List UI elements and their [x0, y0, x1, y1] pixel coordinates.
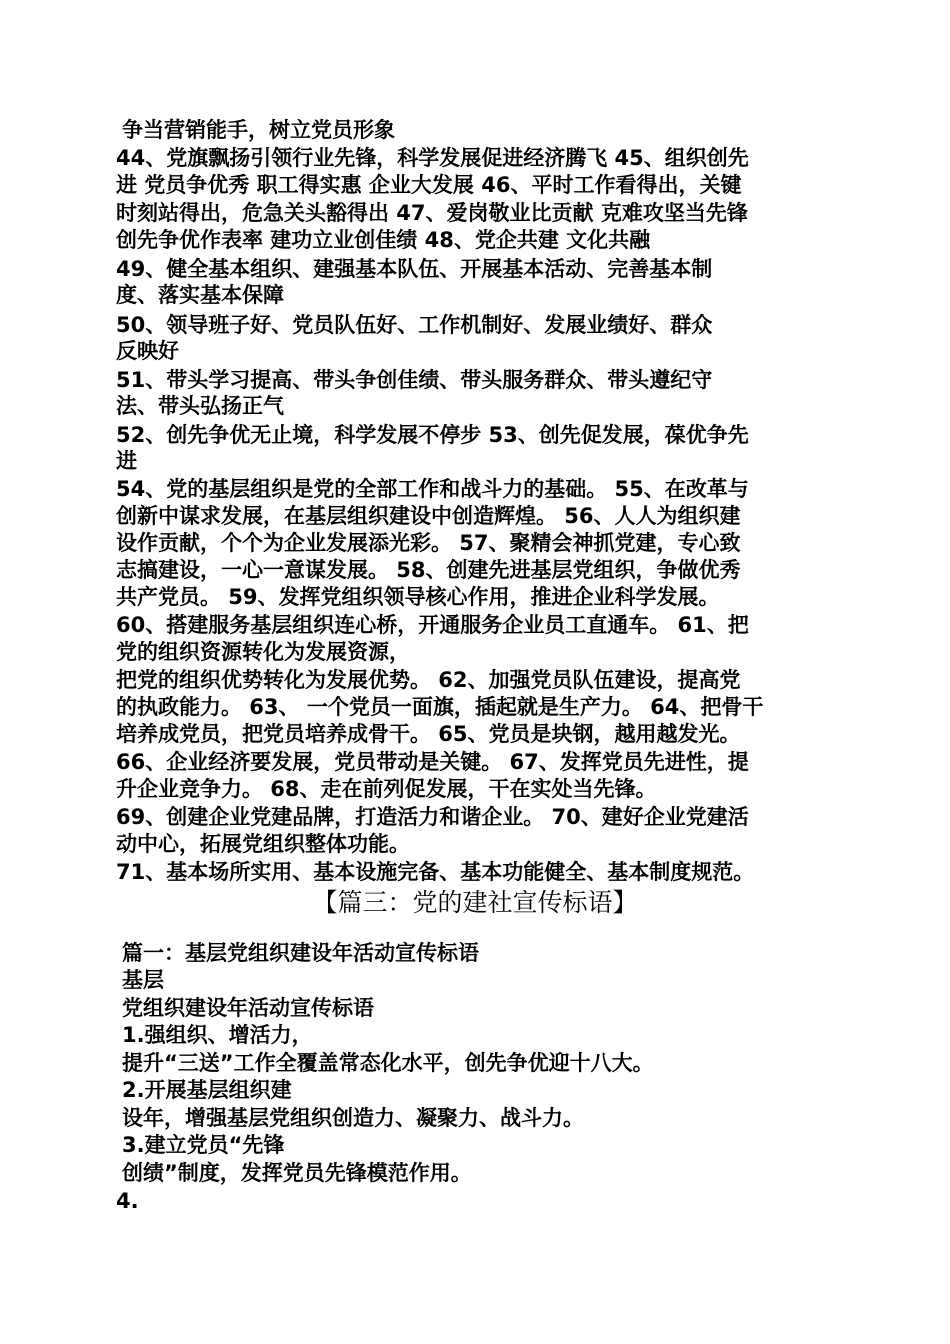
text-line: 培养成党员，把党员培养成骨干。 65、党员是块钢，越用越发光。: [116, 722, 741, 746]
text-line: 2.开展基层组织建: [122, 1078, 292, 1102]
text-line: 50、领导班子好、党员队伍好、工作机制好、发展业绩好、群众: [116, 313, 713, 337]
text-line: 动中心，拓展党组织整体功能。: [116, 832, 410, 856]
text-line: 共产党员。 59、发挥党组织领导核心作用，推进企业科学发展。: [116, 585, 720, 609]
text-line: 把党的组织优势转化为发展优势。 62、加强党员队伍建设，提高党: [116, 668, 741, 692]
text-line: 党组织建设年活动宣传标语: [122, 996, 374, 1020]
text-line: 志搞建设，一心一意谋发展。 58、创建先进基层党组织，争做优秀: [116, 558, 741, 582]
text-line: 提升“三送”工作全覆盖常态化水平，创先争优迎十八大。: [122, 1051, 654, 1075]
text-line: 争当营销能手，树立党员形象: [122, 118, 395, 142]
text-line: 设年，增强基层党组织创造力、凝聚力、战斗力。: [122, 1106, 584, 1130]
text-line: 71、基本场所实用、基本设施完备、基本功能健全、基本制度规范。: [116, 860, 755, 884]
text-line: 党的组织资源转化为发展资源，: [116, 640, 410, 664]
text-line: 创先争优作表率 建功立业创佳绩 48、党企共建 文化共融: [116, 228, 651, 252]
text-line: 创绩”制度，发挥党员先锋模范作用。: [122, 1161, 472, 1185]
text-line: 1.强组织、增活力，: [122, 1023, 313, 1047]
section-heading: 【篇三：党的建社宣传标语】: [312, 888, 638, 917]
text-line: 进: [116, 449, 137, 473]
text-line: 3.建立党员“先锋: [122, 1133, 285, 1157]
text-line: 法、带头弘扬正气: [116, 394, 284, 418]
text-line: 度、落实基本保障: [116, 283, 284, 307]
text-line: 时刻站得出，危急关头豁得出 47、爱岗敬业比贡献 克难攻坚当先锋: [116, 201, 748, 225]
text-line: 4.: [116, 1189, 139, 1213]
text-line: 创新中谋求发展，在基层组织建设中创造辉煌。 56、人人为组织建: [116, 504, 741, 528]
text-line: 52、创先争优无止境，科学发展不停步 53、创先促发展，葆优争先: [116, 423, 749, 447]
text-line: 设作贡献，个个为企业发展添光彩。 57、聚精会神抓党建，专心致: [116, 531, 741, 555]
text-line: 基层: [122, 968, 164, 992]
text-line: 44、党旗飘扬引领行业先锋，科学发展促进经济腾飞 45、组织创先: [116, 146, 749, 170]
text-line: 的执政能力。 63、 一个党员一面旗，插起就是生产力。 64、把骨干: [116, 695, 764, 719]
text-line: 54、党的基层组织是党的全部工作和战斗力的基础。 55、在改革与: [116, 477, 749, 501]
text-line: 69、创建企业党建品牌，打造活力和谐企业。 70、建好企业党建活: [116, 805, 749, 829]
text-line: 51、带头学习提高、带头争创佳绩、带头服务群众、带头遵纪守: [116, 368, 713, 392]
text-line: 反映好: [116, 339, 179, 363]
text-line: 进 党员争优秀 职工得实惠 企业大发展 46、平时工作看得出，关键: [116, 173, 742, 197]
text-line: 49、健全基本组织、建强基本队伍、开展基本活动、完善基本制: [116, 257, 713, 281]
text-line: 篇一：基层党组织建设年活动宣传标语: [122, 941, 479, 965]
text-line: 60、搭建服务基层组织连心桥，开通服务企业员工直通车。 61、把: [116, 613, 749, 637]
text-line: 升企业竞争力。 68、走在前列促发展，干在实处当先锋。: [116, 777, 657, 801]
text-line: 66、企业经济要发展，党员带动是关键。 67、发挥党员先进性，提: [116, 750, 749, 774]
